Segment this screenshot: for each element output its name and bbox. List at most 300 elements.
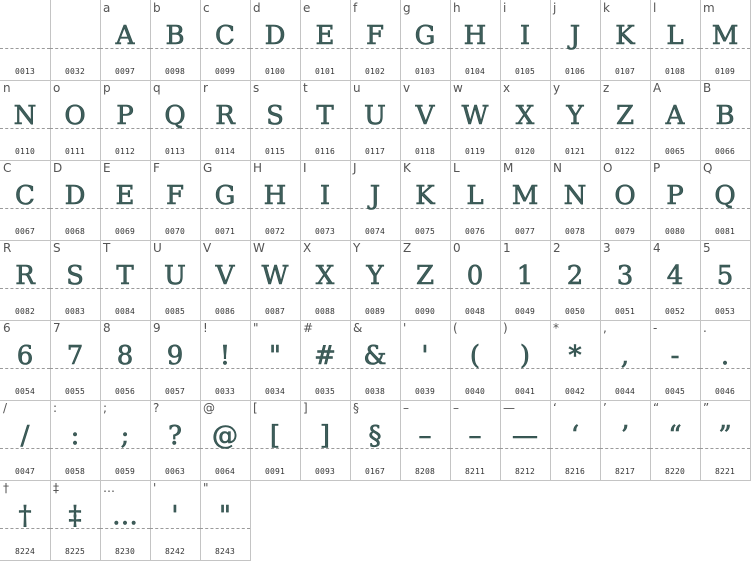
char-code-label: 0032 — [64, 67, 86, 76]
cell-character-label: 6 — [3, 321, 11, 335]
cell-character-label: — — [503, 401, 515, 415]
glyph-cell — [650, 80, 701, 161]
glyph-sample: P — [666, 181, 684, 211]
glyph-sample: G — [414, 21, 436, 51]
char-code-label: 0057 — [164, 387, 186, 396]
char-code-label: 0044 — [614, 387, 636, 396]
glyph-sample: T — [116, 261, 134, 291]
cell-character-label: X — [303, 241, 312, 255]
glyph-sample: # — [314, 341, 336, 371]
glyph-sample: . — [720, 341, 730, 371]
glyph-sample: 9 — [166, 341, 184, 371]
glyph-sample: E — [315, 21, 335, 51]
glyph-sample: ] — [319, 421, 331, 451]
glyph-cell — [50, 480, 101, 561]
glyph-sample: 6 — [16, 341, 34, 371]
char-code-label: 0077 — [514, 227, 536, 236]
char-code-label: 8212 — [514, 467, 536, 476]
char-code-label: 8216 — [564, 467, 586, 476]
cell-character-label: s — [253, 81, 260, 95]
glyph-cell — [50, 320, 101, 401]
char-code-label: 0105 — [514, 67, 536, 76]
glyph-sample: , — [620, 341, 630, 371]
cell-character-label: ! — [203, 321, 208, 335]
char-code-label: 0056 — [114, 387, 136, 396]
char-code-label: 0045 — [664, 387, 686, 396]
glyph-sample: H — [463, 21, 487, 51]
char-code-label: 0106 — [564, 67, 586, 76]
glyph-sample: … — [112, 501, 138, 531]
glyph-cell — [500, 80, 551, 161]
cell-character-label: ” — [703, 401, 710, 415]
char-code-label: 0108 — [664, 67, 686, 76]
cell-character-label: P — [653, 161, 661, 175]
glyph-sample: 3 — [616, 261, 634, 291]
glyph-sample: Y — [566, 101, 584, 131]
char-code-label: 0048 — [464, 307, 486, 316]
glyph-cell — [400, 240, 451, 321]
char-code-label: 0067 — [14, 227, 36, 236]
char-code-label: 0097 — [114, 67, 136, 76]
cell-character-label: C — [3, 161, 12, 175]
glyph-cell — [150, 240, 201, 321]
char-code-label: 0087 — [264, 307, 286, 316]
glyph-cell — [300, 240, 351, 321]
glyph-cell — [550, 80, 601, 161]
glyph-cell — [550, 320, 601, 401]
glyph-sample: 1 — [516, 261, 534, 291]
cell-character-label: 5 — [703, 241, 711, 255]
char-code-label: 0086 — [214, 307, 236, 316]
cell-character-label: . — [703, 321, 707, 335]
cell-character-label: Y — [353, 241, 361, 255]
char-code-label: 0054 — [14, 387, 36, 396]
cell-character-label: & — [353, 321, 363, 335]
glyph-cell — [700, 0, 751, 81]
char-code-label: 0107 — [614, 67, 636, 76]
glyph-cell — [600, 80, 651, 161]
glyph-cell — [200, 80, 251, 161]
char-code-label: 0035 — [314, 387, 336, 396]
glyph-sample: X — [515, 101, 535, 131]
glyph-sample: W — [261, 261, 289, 291]
cell-character-label: 0 — [453, 241, 461, 255]
glyph-cell — [700, 80, 751, 161]
glyph-sample: L — [666, 21, 684, 51]
glyph-sample: D — [64, 181, 86, 211]
char-code-label: 0109 — [714, 67, 736, 76]
glyph-sample: P — [116, 101, 134, 131]
glyph-cell — [450, 240, 501, 321]
cell-character-label: E — [103, 161, 111, 175]
glyph-sample: ) — [519, 341, 531, 371]
glyph-sample: F — [365, 21, 385, 51]
cell-character-label: n — [3, 81, 11, 95]
glyph-cell — [700, 320, 751, 401]
char-code-label: 8220 — [664, 467, 686, 476]
glyph-cell — [50, 0, 101, 81]
glyph-sample: 2 — [566, 261, 584, 291]
char-code-label: 0068 — [64, 227, 86, 236]
glyph-sample: N — [13, 101, 37, 131]
cell-character-label: ' — [153, 481, 157, 495]
cell-character-label: v — [403, 81, 411, 95]
char-code-label: 0049 — [514, 307, 536, 316]
cell-character-label: b — [153, 1, 161, 15]
char-code-label: 0112 — [114, 147, 136, 156]
glyph-sample: ! — [219, 341, 231, 371]
glyph-cell — [200, 160, 251, 241]
cell-character-label: m — [703, 1, 715, 15]
char-code-label: 0111 — [64, 147, 86, 156]
cell-character-label: ' — [403, 321, 407, 335]
glyph-sample: U — [364, 101, 386, 131]
cell-character-label: u — [353, 81, 361, 95]
glyph-cell — [150, 0, 201, 81]
glyph-cell — [100, 0, 151, 81]
glyph-cell — [100, 400, 151, 481]
glyph-sample: N — [563, 181, 587, 211]
char-code-label: 0119 — [464, 147, 486, 156]
glyph-sample: @ — [212, 421, 238, 451]
char-code-label: 0167 — [364, 467, 386, 476]
cell-character-label: – — [403, 401, 409, 415]
glyph-sample: : — [70, 421, 80, 451]
glyph-cell — [350, 400, 401, 481]
char-code-label: 0084 — [114, 307, 136, 316]
cell-character-label: # — [303, 321, 314, 335]
char-code-label: 0117 — [364, 147, 386, 156]
cell-character-label: Q — [703, 161, 713, 175]
cell-character-label: W — [253, 241, 265, 255]
char-code-label: 0058 — [64, 467, 86, 476]
glyph-cell — [350, 320, 401, 401]
glyph-sample: H — [263, 181, 287, 211]
cell-character-label: t — [303, 81, 308, 95]
glyph-cell — [450, 400, 501, 481]
glyph-cell — [0, 240, 51, 321]
glyph-sample: R — [15, 261, 35, 291]
cell-character-label: G — [203, 161, 213, 175]
glyph-cell — [200, 320, 251, 401]
glyph-cell — [250, 0, 301, 81]
glyph-cell — [200, 240, 251, 321]
glyph-sample: ‘ — [570, 421, 580, 451]
char-code-label: 0102 — [364, 67, 386, 76]
glyph-sample: W — [461, 101, 489, 131]
glyph-cell — [200, 480, 251, 561]
glyph-cell — [700, 160, 751, 241]
glyph-sample: C — [15, 181, 35, 211]
char-code-label: 0098 — [164, 67, 186, 76]
char-code-label: 0073 — [314, 227, 336, 236]
glyph-cell — [350, 80, 401, 161]
char-code-label: 0083 — [64, 307, 86, 316]
glyph-cell — [100, 320, 151, 401]
glyph-sample: F — [165, 181, 185, 211]
glyph-cell — [600, 0, 651, 81]
glyph-sample: & — [363, 341, 387, 371]
char-code-label: 0033 — [214, 387, 236, 396]
cell-character-label: … — [103, 481, 115, 495]
char-code-label: 0070 — [164, 227, 186, 236]
cell-character-label: " — [253, 321, 259, 335]
cell-character-label: H — [253, 161, 263, 175]
cell-character-label: g — [403, 1, 411, 15]
cell-character-label: j — [553, 1, 557, 15]
cell-character-label: L — [453, 161, 460, 175]
char-code-label: 0042 — [564, 387, 586, 396]
glyph-cell — [0, 480, 51, 561]
char-code-label: 0093 — [314, 467, 336, 476]
glyph-cell — [300, 400, 351, 481]
cell-character-label: J — [353, 161, 357, 175]
char-code-label: 0115 — [264, 147, 286, 156]
glyph-sample: ? — [168, 421, 182, 451]
glyph-sample: X — [315, 261, 335, 291]
glyph-sample: E — [115, 181, 135, 211]
cell-character-label: ; — [103, 401, 108, 415]
cell-character-label: A — [653, 81, 662, 95]
cell-character-label: † — [3, 481, 9, 495]
glyph-cell — [250, 400, 301, 481]
char-code-label: 0101 — [314, 67, 336, 76]
glyph-cell — [550, 0, 601, 81]
glyph-sample: / — [20, 421, 30, 451]
char-code-label: 0055 — [64, 387, 86, 396]
char-code-label: 0051 — [614, 307, 636, 316]
glyph-sample: S — [66, 261, 84, 291]
cell-character-label: p — [103, 81, 111, 95]
glyph-sample: ’ — [620, 421, 630, 451]
glyph-cell — [450, 320, 501, 401]
cell-character-label: i — [503, 1, 507, 15]
glyph-sample: V — [415, 101, 435, 131]
glyph-cell — [650, 240, 701, 321]
char-code-label: 8224 — [14, 547, 36, 556]
glyph-sample: D — [264, 21, 286, 51]
cell-character-label: § — [353, 401, 359, 415]
cell-character-label: V — [203, 241, 212, 255]
char-code-label: 0113 — [164, 147, 186, 156]
glyph-sample: Q — [164, 101, 186, 131]
glyph-sample: B — [715, 101, 735, 131]
cell-character-label: , — [603, 321, 607, 335]
cell-character-label: * — [553, 321, 559, 335]
cell-character-label: F — [153, 161, 160, 175]
glyph-sample: – — [418, 421, 432, 451]
char-code-label: 0082 — [14, 307, 36, 316]
char-code-label: 0089 — [364, 307, 386, 316]
glyph-sample: C — [215, 21, 235, 51]
char-code-label: 0076 — [464, 227, 486, 236]
cell-character-label: l — [653, 1, 657, 15]
glyph-cell — [550, 240, 601, 321]
glyph-sample: K — [615, 21, 635, 51]
glyph-cell — [50, 80, 101, 161]
glyph-sample: O — [64, 101, 86, 131]
cell-character-label: h — [453, 1, 461, 15]
cell-character-label: I — [303, 161, 307, 175]
cell-character-label: - — [653, 321, 658, 335]
glyph-sample: Z — [415, 261, 435, 291]
glyph-cell — [200, 400, 251, 481]
glyph-sample: ‡ — [68, 501, 82, 531]
cell-character-label: D — [53, 161, 63, 175]
glyph-sample: — — [512, 421, 538, 451]
cell-character-label: @ — [203, 401, 215, 415]
glyph-sample: 5 — [716, 261, 734, 291]
char-code-label: 0116 — [314, 147, 336, 156]
char-code-label: 0052 — [664, 307, 686, 316]
cell-character-label: z — [603, 81, 610, 95]
cell-character-label: x — [503, 81, 511, 95]
char-code-label: 0121 — [564, 147, 586, 156]
glyph-sample: " — [269, 341, 281, 371]
cell-character-label: 9 — [153, 321, 161, 335]
char-code-label: 0090 — [414, 307, 436, 316]
glyph-cell — [500, 400, 551, 481]
glyph-sample: ' — [421, 341, 429, 371]
glyph-cell — [0, 80, 51, 161]
glyph-sample: 8 — [116, 341, 134, 371]
glyph-sample: 0 — [466, 261, 484, 291]
glyph-cell — [350, 0, 401, 81]
glyph-cell — [250, 320, 301, 401]
glyph-cell — [600, 160, 651, 241]
cell-character-label: “ — [653, 401, 660, 415]
glyph-sample: L — [466, 181, 484, 211]
glyph-sample: 7 — [66, 341, 84, 371]
char-code-label: 8225 — [64, 547, 86, 556]
glyph-sample: I — [519, 21, 531, 51]
cell-character-label: 2 — [553, 241, 561, 255]
cell-character-label: M — [503, 161, 514, 175]
glyph-cell — [100, 80, 151, 161]
glyph-cell — [400, 400, 451, 481]
glyph-cell — [700, 240, 751, 321]
cell-character-label: 1 — [503, 241, 511, 255]
glyph-sample: - — [670, 341, 680, 371]
glyph-sample: ” — [718, 421, 732, 451]
cell-character-label: 3 — [603, 241, 611, 255]
glyph-sample: M — [711, 21, 739, 51]
char-code-label: 0066 — [714, 147, 736, 156]
cell-character-label: N — [553, 161, 562, 175]
glyph-sample: [ — [269, 421, 281, 451]
glyph-cell — [500, 160, 551, 241]
glyph-sample: T — [316, 101, 334, 131]
cell-character-label: c — [203, 1, 210, 15]
char-code-label: 0114 — [214, 147, 236, 156]
cell-character-label: 4 — [653, 241, 661, 255]
cell-character-label: d — [253, 1, 261, 15]
glyph-cell — [100, 240, 151, 321]
glyph-sample: S — [266, 101, 284, 131]
cell-character-label: 7 — [53, 321, 61, 335]
glyph-sample: " — [219, 501, 231, 531]
glyph-cell — [50, 240, 101, 321]
cell-character-label: / — [3, 401, 8, 415]
cell-character-label: : — [53, 401, 58, 415]
char-code-label: 0072 — [264, 227, 286, 236]
glyph-cell — [650, 320, 701, 401]
char-code-label: 0103 — [414, 67, 436, 76]
char-code-label: 0080 — [664, 227, 686, 236]
char-code-label: 0063 — [164, 467, 186, 476]
glyph-cell — [650, 400, 701, 481]
glyph-cell — [150, 320, 201, 401]
char-code-label: 0053 — [714, 307, 736, 316]
char-code-label: 0039 — [414, 387, 436, 396]
cell-character-label: 8 — [103, 321, 111, 335]
cell-character-label: ( — [453, 321, 458, 335]
cell-character-label: w — [453, 81, 463, 95]
glyph-cell — [100, 160, 151, 241]
cell-character-label: T — [103, 241, 111, 255]
glyph-cell — [400, 320, 451, 401]
char-code-label: 8208 — [414, 467, 436, 476]
glyph-sample: R — [215, 101, 235, 131]
glyph-cell — [200, 0, 251, 81]
cell-character-label: B — [703, 81, 712, 95]
cell-character-label: – — [453, 401, 459, 415]
char-code-label: 0074 — [364, 227, 386, 236]
char-code-label: 0085 — [164, 307, 186, 316]
glyph-cell — [300, 160, 351, 241]
glyph-sample: K — [415, 181, 435, 211]
glyph-cell — [150, 80, 201, 161]
cell-character-label: r — [203, 81, 208, 95]
glyph-cell — [500, 320, 551, 401]
char-code-label: 0088 — [314, 307, 336, 316]
cell-character-label: ] — [303, 401, 308, 415]
char-code-label: 0100 — [264, 67, 286, 76]
char-code-label: 0078 — [564, 227, 586, 236]
glyph-cell — [400, 80, 451, 161]
glyph-cell — [650, 0, 701, 81]
char-code-label: 8243 — [214, 547, 236, 556]
char-code-label: 0079 — [614, 227, 636, 236]
char-code-label: 0034 — [264, 387, 286, 396]
cell-character-label: R — [3, 241, 12, 255]
char-code-label: 0118 — [414, 147, 436, 156]
glyph-cell — [250, 160, 301, 241]
glyph-sample: V — [215, 261, 235, 291]
glyph-cell — [300, 80, 351, 161]
cell-character-label: [ — [253, 401, 258, 415]
cell-character-label: ‡ — [53, 481, 59, 495]
glyph-cell — [550, 160, 601, 241]
glyph-sample: 4 — [666, 261, 684, 291]
char-code-label: 0059 — [114, 467, 136, 476]
glyph-cell — [150, 480, 201, 561]
glyph-cell — [400, 160, 451, 241]
glyph-cell — [100, 480, 151, 561]
glyph-sample: ; — [120, 421, 130, 451]
cell-character-label: ) — [503, 321, 508, 335]
glyph-sample: * — [568, 341, 582, 371]
glyph-cell — [450, 0, 501, 81]
glyph-sample: “ — [668, 421, 682, 451]
char-code-label: 0110 — [14, 147, 36, 156]
glyph-cell — [450, 160, 501, 241]
char-code-label: 0065 — [664, 147, 686, 156]
char-code-label: 8230 — [114, 547, 136, 556]
char-code-label: 0120 — [514, 147, 536, 156]
glyph-cell — [50, 160, 101, 241]
char-code-label: 0091 — [264, 467, 286, 476]
